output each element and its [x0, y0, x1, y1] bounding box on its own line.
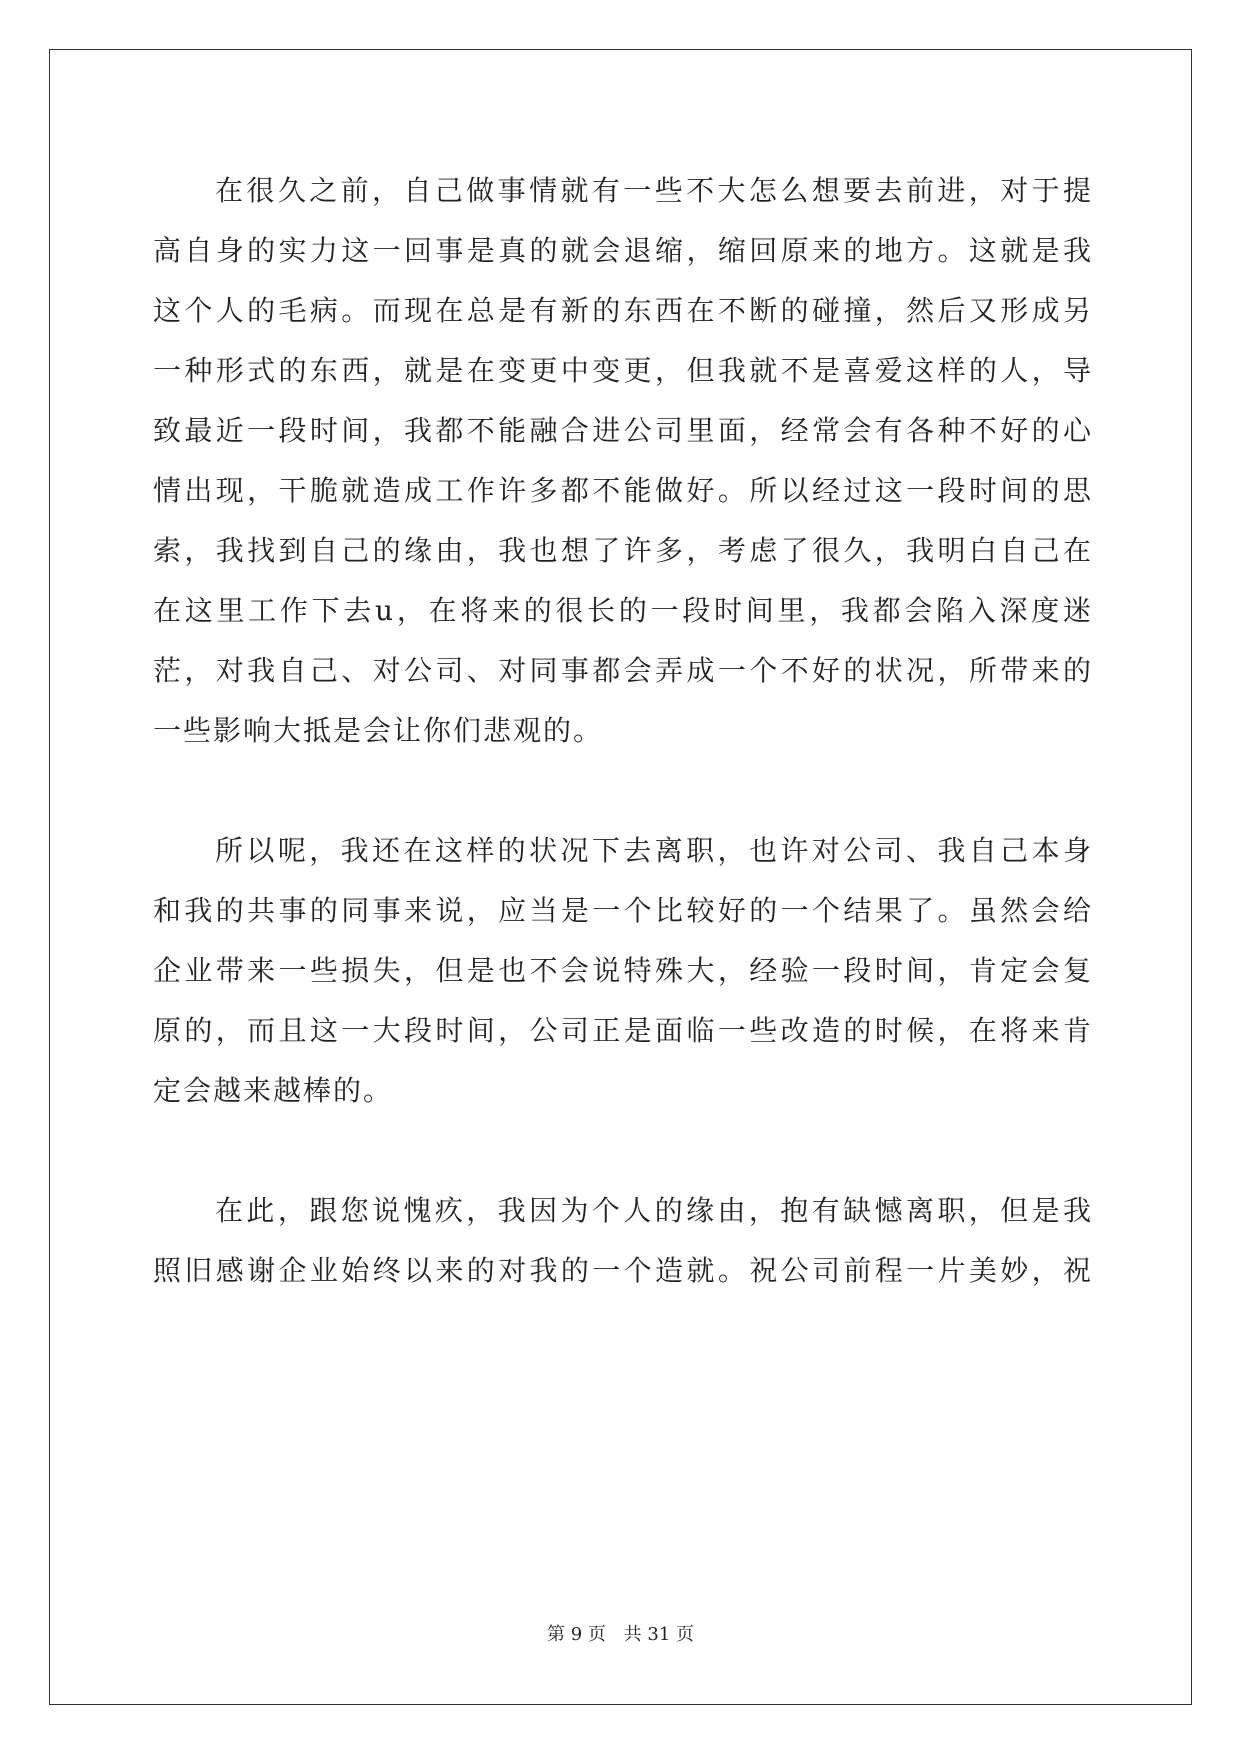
page-footer: [0, 1620, 1241, 1646]
paragraph-gap: [153, 1121, 1093, 1181]
text-line: 和我的共事的同事来说，应当是一个比较好的一个结果了。虽然会给: [153, 894, 1093, 927]
text-line: 定会越来越棒的。: [153, 1074, 394, 1107]
text-line: 一些影响大抵是会让你们悲观的。: [153, 714, 604, 747]
document-body: [153, 161, 1093, 1301]
text-line: 照旧感谢企业始终以来的对我的一个造就。祝公司前程一片美妙，祝: [153, 1254, 1093, 1287]
text-line: 索，我找到自己的缘由，我也想了许多，考虑了很久，我明白自己在: [153, 534, 1093, 567]
text-line: 这个人的毛病。而现在总是有新的东西在不断的碰撞，然后又形成另: [153, 294, 1093, 327]
paragraph-3: [153, 1181, 1093, 1301]
text-line: 高自身的实力这一回事是真的就会退缩，缩回原来的地方。这就是我: [153, 234, 1093, 267]
text-line: 企业带来一些损失，但是也不会说特殊大，经验一段时间，肯定会复: [153, 954, 1093, 987]
paragraph-gap: [153, 761, 1093, 821]
text-line: 原的，而且这一大段时间，公司正是面临一些改造的时候，在将来肯: [153, 1014, 1093, 1047]
text-line: 在很久之前，自己做事情就有一些不大怎么想要去前进，对于提: [215, 174, 1093, 207]
text-line: 情出现，干脆就造成工作许多都不能做好。所以经过这一段时间的思: [153, 474, 1093, 507]
page-total: 共 31 页: [623, 1624, 694, 1645]
text-line: 所以呢，我还在这样的状况下去离职，也许对公司、我自己本身: [215, 834, 1093, 867]
page-number: 第 9 页: [547, 1624, 606, 1645]
text-line: 茫，对我自己、对公司、对同事都会弄成一个不好的状况，所带来的: [153, 654, 1093, 687]
paragraph-2: [153, 821, 1093, 1121]
text-line: 在此，跟您说愧疚，我因为个人的缘由，抱有缺憾离职，但是我: [215, 1194, 1093, 1227]
text-line: 在这里工作下去u，在将来的很长的一段时间里，我都会陷入深度迷: [153, 594, 1093, 627]
paragraph-1: [153, 161, 1093, 761]
text-line: 一种形式的东西，就是在变更中变更，但我就不是喜爱这样的人，导: [153, 354, 1093, 387]
text-line: 致最近一段时间，我都不能融合进公司里面，经常会有各种不好的心: [153, 414, 1093, 447]
